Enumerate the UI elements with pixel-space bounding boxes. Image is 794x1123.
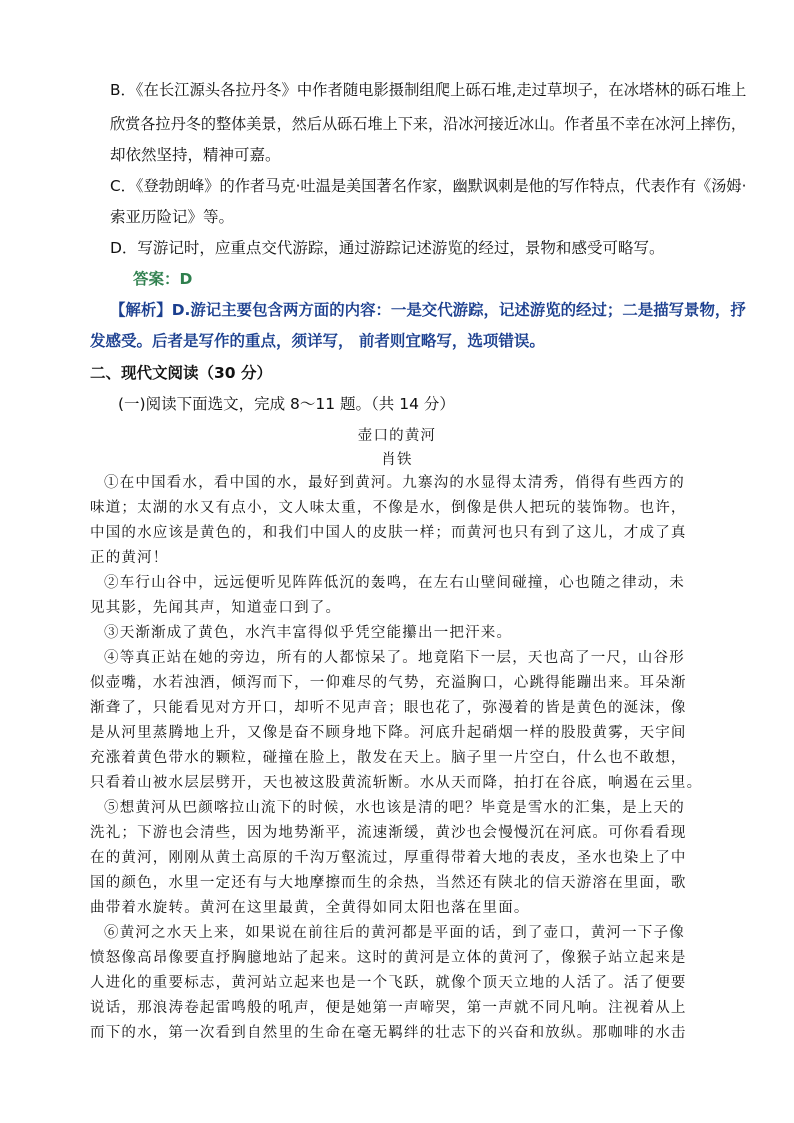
- article-line: 只看着山被水层层劈开，天也被这股黄流斩断。水从天而降，拍打在谷底，响遏在云里。: [90, 775, 703, 791]
- article-line: 正的黄河！: [90, 550, 169, 566]
- option-b-line-3: 却依然坚持，精神可嘉。: [110, 146, 281, 164]
- article-line: 愤怒像高昂像要直抒胸臆地站了起来。这时的黄河是立体的黄河了，像猴子站立起来是: [90, 950, 687, 966]
- article-line: 是从河里蒸腾地上升，又像是奋不顾身地下降。河底升起硝烟一样的股股黄雾，天宇间: [90, 725, 687, 741]
- article-line: 说话，那浪涛卷起雷鸣般的吼声，便是她第一声啼哭，第一声就不同凡响。注视着从上: [90, 1000, 687, 1016]
- article-line: 似壶嘴，水若浊酒，倾泻而下，一仰难尽的气势，充溢胸口，心跳得能蹦出来。耳朵渐: [90, 675, 687, 691]
- option-c-line-1: C．《登勃朗峰》的作者马克·吐温是美国著名作家，幽默讽刺是他的写作特点，代表作有《汤姆·: [110, 177, 747, 195]
- section-heading: 二、现代文阅读（30 分）: [90, 364, 272, 382]
- article-line: ①在中国看水，看中国的水，最好到黄河。九寨沟的水显得太清秀，俏得有些西方的: [104, 475, 685, 491]
- article-line: 人进化的重要标志，黄河站立起来也是一个飞跃，就像个顶天立地的人活了。活了便要: [90, 975, 687, 991]
- analysis-line-1: 【解析】D.游记主要包含两方面的内容：一是交代游踪，记述游览的经过；二是描写景物，抒: [110, 301, 746, 319]
- option-b-line-1: B．《在长江源头各拉丹冬》中作者随电影摄制组爬上砾石堆,走过草坝子，在冰塔林的砾石堆上: [110, 81, 747, 99]
- article-line: 见其影，先闻其声，知道壶口到了。: [90, 600, 342, 616]
- article-line: ③天渐渐成了黄色，水汽丰富得似乎凭空能攥出一把汗来。: [104, 625, 513, 641]
- article-line: 渐聋了，只能看见对方开口，却听不见声音；眼也花了，弥漫着的皆是黄色的涎沫，像: [90, 700, 687, 716]
- option-d-line-1: D．写游记时，应重点交代游踪，通过游踪记述游览的经过，景物和感受可略写。: [110, 239, 665, 257]
- article-line: 在的黄河，刚刚从黄土高原的千沟万壑流过，厚重得带着大地的表皮，圣水也染上了中: [90, 850, 687, 866]
- article-line: ④等真正站在她的旁边，所有的人都惊呆了。地竟陷下一层，天也高了一尺，山谷形: [104, 650, 685, 666]
- article-author: 肖铁: [381, 452, 413, 468]
- article-line: 中国的水应该是黄色的，和我们中国人的皮肤一样；而黄河也只有到了这儿，才成了真: [90, 525, 687, 541]
- article-line: 洗礼；下游也会清些，因为地势渐平，流速渐缓，黄沙也会慢慢沉在河底。可你看看现: [90, 825, 687, 841]
- option-b-line-2: 欣赏各拉丹冬的整体美景，然后从砾石堆上下来，沿冰河接近冰山。作者虽不幸在冰河上摔伤，: [110, 115, 747, 133]
- article-line: 曲带着水旋转。黄河在这里最黄，全黄得如同太阳也落在里面。: [90, 900, 530, 916]
- answer-label: 答案：D: [133, 270, 193, 288]
- article-line: 味道；太湖的水又有点小，文人味太重，不像是水，倒像是供人把玩的装饰物。也许，: [90, 500, 687, 516]
- article-line: ②车行山谷中，远远便听见阵阵低沉的轰鸣，在左右山壁间碰撞，心也随之律动，未: [104, 575, 685, 591]
- article-line: 国的颜色，水里一定还有与大地摩擦而生的余热，当然还有陕北的信天游溶在里面，歌: [90, 875, 687, 891]
- article-line: ⑥黄河之水天上来，如果说在前往后的黄河都是平面的话，到了壶口，黄河一下子像: [104, 925, 685, 941]
- option-c-line-2: 索亚历险记》等。: [110, 208, 235, 226]
- article-line: ⑤想黄河从巴颜喀拉山流下的时候，水也该是清的吧？毕竟是雪水的汇集，是上天的: [104, 800, 685, 816]
- article-line: 充涨着黄色带水的颗粒，碰撞在脸上，散发在天上。脑子里一片空白，什么也不敢想，: [90, 750, 687, 766]
- analysis-line-2: 发感受。后者是写作的重点，须详写， 前者则宜略写，选项错误。: [90, 332, 545, 350]
- sub-heading: (一)阅读下面选文，完成 8～11 题。（共 14 分）: [118, 395, 455, 413]
- article-line: 而下的水，第一次看到自然里的生命在毫无羁绊的壮志下的兴奋和放纵。那咖啡的水击: [90, 1025, 687, 1041]
- article-title: 壶口的黄河: [357, 428, 437, 444]
